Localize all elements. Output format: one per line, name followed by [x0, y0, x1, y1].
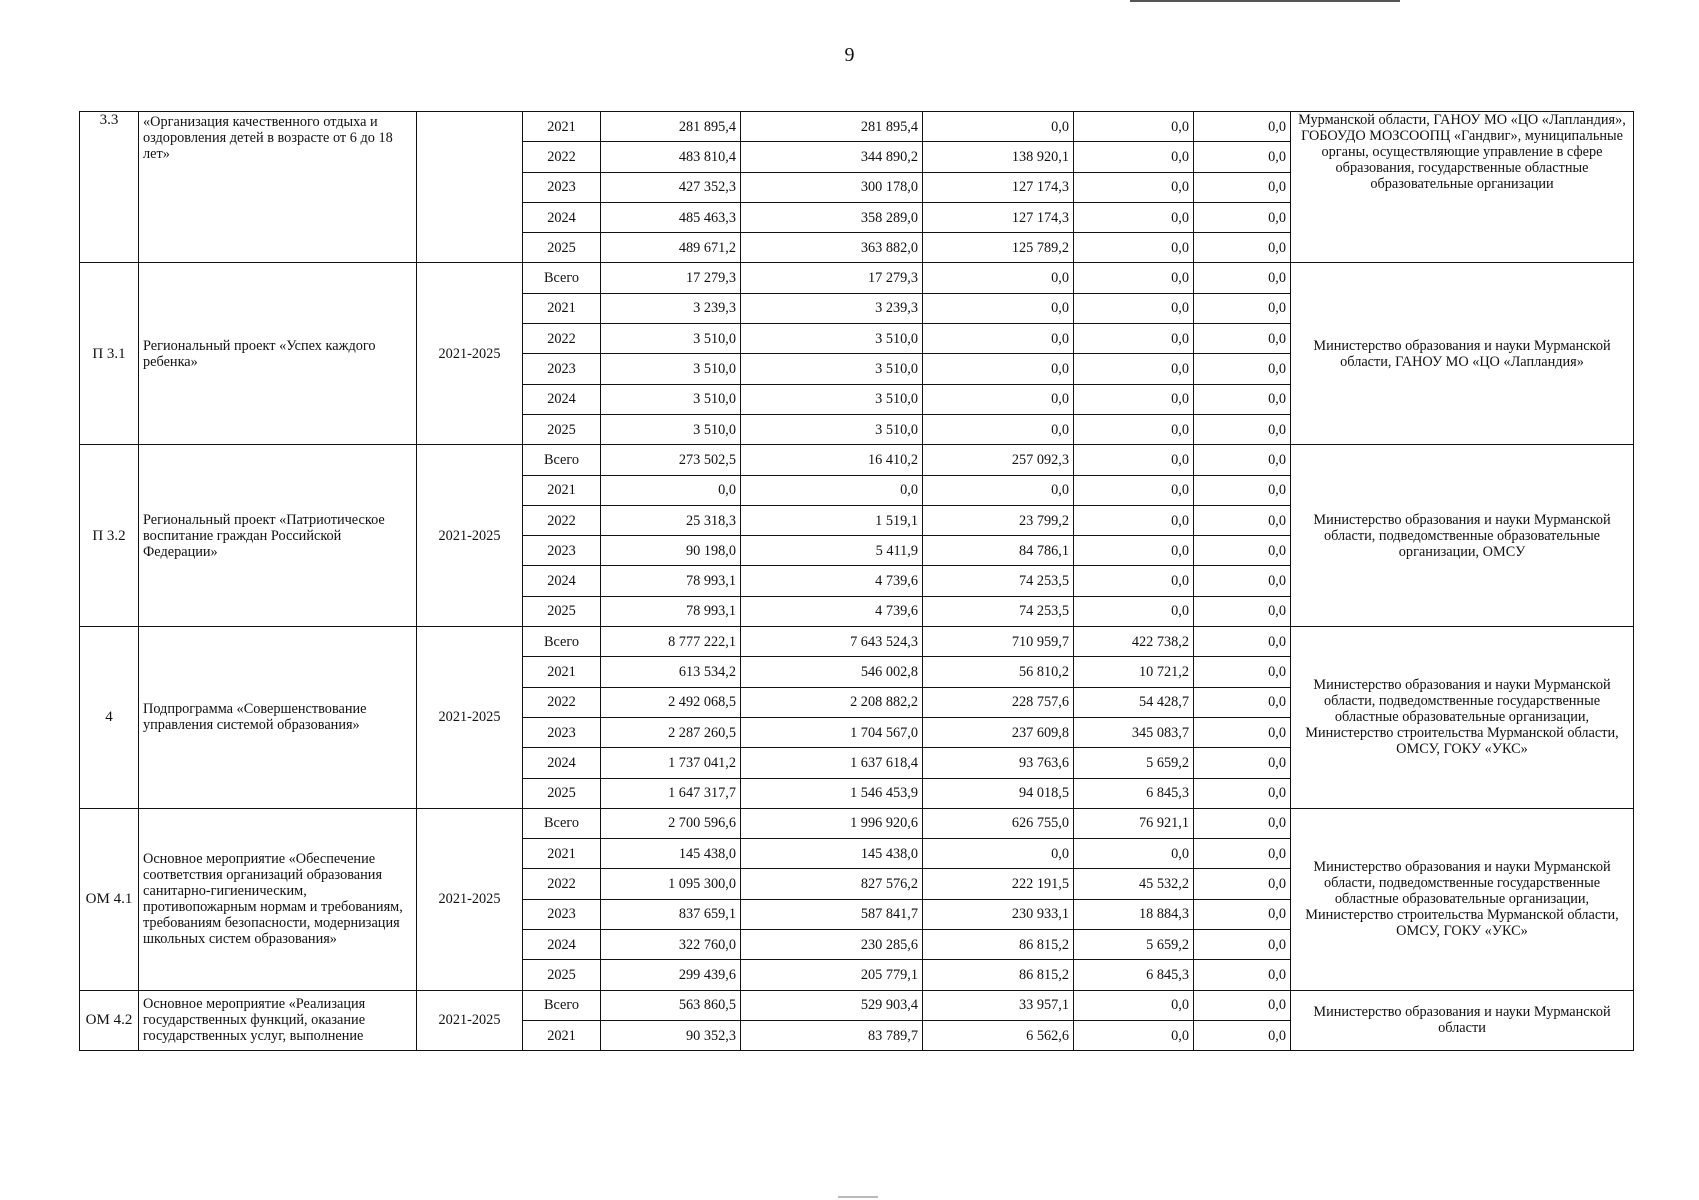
cell-regional: 1 637 618,4	[741, 748, 923, 778]
cell-total: 299 439,6	[601, 960, 741, 990]
cell-regional: 5 411,9	[741, 536, 923, 566]
cell-extrabudget: 0,0	[1194, 202, 1291, 232]
cell-regional: 3 510,0	[741, 354, 923, 384]
executors: Министерство образования и науки Мурманской области, ГАНОУ МО «ЦО «Лапландия»	[1291, 263, 1634, 445]
cell-extrabudget: 0,0	[1194, 293, 1291, 323]
cell-regional: 546 002,8	[741, 657, 923, 687]
period: 2021-2025	[417, 263, 523, 445]
row-number: П 3.1	[80, 263, 139, 445]
measure-name: Региональный проект «Патриотическое воспитание граждан Российской Федерации»	[139, 445, 417, 627]
cell-municipal: 6 845,3	[1074, 960, 1194, 990]
cell-extrabudget: 0,0	[1194, 414, 1291, 444]
cell-extrabudget: 0,0	[1194, 354, 1291, 384]
cell-year: 2022	[523, 142, 601, 172]
cell-municipal: 0,0	[1074, 505, 1194, 535]
cell-total: 322 760,0	[601, 930, 741, 960]
cell-municipal: 0,0	[1074, 596, 1194, 626]
cell-year: 2021	[523, 112, 601, 142]
cell-municipal: 0,0	[1074, 172, 1194, 202]
scan-artifact	[838, 1196, 878, 1198]
cell-regional: 1 546 453,9	[741, 778, 923, 808]
cell-federal: 237 609,8	[923, 717, 1074, 747]
cell-regional: 529 903,4	[741, 990, 923, 1020]
executors: Министерство образования и науки Мурманской области, подведомственные образовательные организации, ОМСУ	[1291, 445, 1634, 627]
cell-federal: 257 092,3	[923, 445, 1074, 475]
cell-extrabudget: 0,0	[1194, 748, 1291, 778]
cell-regional: 16 410,2	[741, 445, 923, 475]
cell-federal: 626 755,0	[923, 808, 1074, 838]
cell-extrabudget: 0,0	[1194, 899, 1291, 929]
cell-year: 2025	[523, 596, 601, 626]
row-number: 3.3	[80, 112, 139, 263]
cell-municipal: 0,0	[1074, 202, 1194, 232]
cell-extrabudget: 0,0	[1194, 566, 1291, 596]
cell-federal: 33 957,1	[923, 990, 1074, 1020]
measure-name: Основное мероприятие «Реализация государственных функций, оказание государственных услуг, выполнение	[139, 990, 417, 1051]
measure-name: Основное мероприятие «Обеспечение соответствия организаций образования санитарно-гигиеническим, противопожарным нормам и требованиям, требованиям безопасности, модернизация школьных систем образования»	[139, 808, 417, 990]
table-row	[80, 112, 1634, 142]
top-rule	[1130, 0, 1400, 2]
cell-year: 2021	[523, 657, 601, 687]
cell-extrabudget: 0,0	[1194, 172, 1291, 202]
cell-year: 2025	[523, 414, 601, 444]
cell-regional: 83 789,7	[741, 1020, 923, 1050]
cell-year: 2025	[523, 778, 601, 808]
table-row	[80, 263, 1634, 293]
cell-federal: 0,0	[923, 293, 1074, 323]
cell-extrabudget: 0,0	[1194, 657, 1291, 687]
cell-extrabudget: 0,0	[1194, 930, 1291, 960]
cell-total: 3 510,0	[601, 324, 741, 354]
row-number: ОМ 4.2	[80, 990, 139, 1051]
cell-extrabudget: 0,0	[1194, 475, 1291, 505]
cell-municipal: 54 428,7	[1074, 687, 1194, 717]
period: 2021-2025	[417, 990, 523, 1051]
cell-regional: 358 289,0	[741, 202, 923, 232]
cell-total: 2 287 260,5	[601, 717, 741, 747]
cell-regional: 2 208 882,2	[741, 687, 923, 717]
cell-extrabudget: 0,0	[1194, 536, 1291, 566]
cell-year: 2022	[523, 505, 601, 535]
cell-regional: 587 841,7	[741, 899, 923, 929]
cell-municipal: 0,0	[1074, 414, 1194, 444]
cell-total: 2 492 068,5	[601, 687, 741, 717]
executors: Мурманской области, ГАНОУ МО «ЦО «Лапландия», ГОБОУДО МОЗСООПЦ «Гандвиг», муниципальные органы, осуществляющие управление в сфере образования, государственные областные образовательные организации	[1291, 112, 1634, 263]
cell-municipal: 0,0	[1074, 293, 1194, 323]
cell-regional: 205 779,1	[741, 960, 923, 990]
cell-extrabudget: 0,0	[1194, 505, 1291, 535]
cell-extrabudget: 0,0	[1194, 717, 1291, 747]
cell-federal: 125 789,2	[923, 233, 1074, 263]
cell-year: Всего	[523, 627, 601, 657]
cell-regional: 0,0	[741, 475, 923, 505]
cell-municipal: 0,0	[1074, 324, 1194, 354]
cell-total: 1 737 041,2	[601, 748, 741, 778]
cell-regional: 300 178,0	[741, 172, 923, 202]
cell-total: 485 463,3	[601, 202, 741, 232]
cell-regional: 17 279,3	[741, 263, 923, 293]
cell-total: 1 647 317,7	[601, 778, 741, 808]
cell-federal: 0,0	[923, 414, 1074, 444]
cell-municipal: 0,0	[1074, 142, 1194, 172]
cell-total: 3 510,0	[601, 384, 741, 414]
period	[417, 112, 523, 263]
cell-regional: 827 576,2	[741, 869, 923, 899]
cell-total: 0,0	[601, 475, 741, 505]
cell-federal: 74 253,5	[923, 566, 1074, 596]
cell-municipal: 0,0	[1074, 475, 1194, 505]
cell-federal: 222 191,5	[923, 869, 1074, 899]
cell-total: 489 671,2	[601, 233, 741, 263]
cell-municipal: 0,0	[1074, 112, 1194, 142]
cell-municipal: 0,0	[1074, 839, 1194, 869]
cell-total: 2 700 596,6	[601, 808, 741, 838]
cell-regional: 281 895,4	[741, 112, 923, 142]
cell-total: 273 502,5	[601, 445, 741, 475]
row-number: ОМ 4.1	[80, 808, 139, 990]
cell-total: 78 993,1	[601, 596, 741, 626]
cell-extrabudget: 0,0	[1194, 687, 1291, 717]
cell-federal: 0,0	[923, 324, 1074, 354]
cell-year: 2024	[523, 930, 601, 960]
row-number: П 3.2	[80, 445, 139, 627]
cell-extrabudget: 0,0	[1194, 808, 1291, 838]
cell-federal: 6 562,6	[923, 1020, 1074, 1050]
cell-federal: 74 253,5	[923, 596, 1074, 626]
cell-extrabudget: 0,0	[1194, 233, 1291, 263]
cell-municipal: 0,0	[1074, 384, 1194, 414]
cell-regional: 4 739,6	[741, 596, 923, 626]
cell-federal: 127 174,3	[923, 202, 1074, 232]
cell-total: 25 318,3	[601, 505, 741, 535]
cell-federal: 138 920,1	[923, 142, 1074, 172]
cell-year: 2025	[523, 960, 601, 990]
cell-regional: 145 438,0	[741, 839, 923, 869]
cell-extrabudget: 0,0	[1194, 960, 1291, 990]
cell-extrabudget: 0,0	[1194, 778, 1291, 808]
cell-total: 90 198,0	[601, 536, 741, 566]
cell-total: 563 860,5	[601, 990, 741, 1020]
cell-total: 8 777 222,1	[601, 627, 741, 657]
cell-regional: 1 704 567,0	[741, 717, 923, 747]
cell-year: 2024	[523, 566, 601, 596]
executors: Министерство образования и науки Мурманской области	[1291, 990, 1634, 1051]
cell-total: 427 352,3	[601, 172, 741, 202]
cell-year: 2025	[523, 233, 601, 263]
cell-year: 2023	[523, 717, 601, 747]
cell-municipal: 0,0	[1074, 233, 1194, 263]
executors: Министерство образования и науки Мурманской области, подведомственные государственные областные образовательные организации, Министерство строительства Мурманской области, ОМСУ, ГОКУ «УКС»	[1291, 808, 1634, 990]
cell-regional: 3 510,0	[741, 384, 923, 414]
cell-federal: 230 933,1	[923, 899, 1074, 929]
cell-municipal: 5 659,2	[1074, 930, 1194, 960]
funding-table	[79, 111, 1634, 1051]
cell-total: 3 510,0	[601, 354, 741, 384]
cell-municipal: 76 921,1	[1074, 808, 1194, 838]
table-row	[80, 990, 1634, 1020]
period: 2021-2025	[417, 627, 523, 809]
cell-year: 2024	[523, 202, 601, 232]
cell-year: 2024	[523, 748, 601, 778]
cell-federal: 710 959,7	[923, 627, 1074, 657]
cell-regional: 1 519,1	[741, 505, 923, 535]
executors: Министерство образования и науки Мурманской области, подведомственные государственные областные образовательные организации, Министерство строительства Мурманской области, ОМСУ, ГОКУ «УКС»	[1291, 627, 1634, 809]
cell-federal: 0,0	[923, 839, 1074, 869]
table-row	[80, 627, 1634, 657]
cell-federal: 86 815,2	[923, 930, 1074, 960]
cell-extrabudget: 0,0	[1194, 596, 1291, 626]
cell-regional: 363 882,0	[741, 233, 923, 263]
cell-year: 2021	[523, 839, 601, 869]
cell-total: 3 510,0	[601, 414, 741, 444]
cell-federal: 86 815,2	[923, 960, 1074, 990]
cell-total: 145 438,0	[601, 839, 741, 869]
cell-total: 78 993,1	[601, 566, 741, 596]
cell-total: 483 810,4	[601, 142, 741, 172]
period: 2021-2025	[417, 808, 523, 990]
cell-total: 281 895,4	[601, 112, 741, 142]
cell-year: 2022	[523, 869, 601, 899]
cell-regional: 230 285,6	[741, 930, 923, 960]
cell-regional: 1 996 920,6	[741, 808, 923, 838]
cell-federal: 93 763,6	[923, 748, 1074, 778]
cell-year: Всего	[523, 445, 601, 475]
cell-federal: 56 810,2	[923, 657, 1074, 687]
cell-municipal: 18 884,3	[1074, 899, 1194, 929]
cell-extrabudget: 0,0	[1194, 1020, 1291, 1050]
cell-year: 2022	[523, 324, 601, 354]
cell-federal: 228 757,6	[923, 687, 1074, 717]
cell-year: 2023	[523, 536, 601, 566]
cell-total: 17 279,3	[601, 263, 741, 293]
cell-total: 1 095 300,0	[601, 869, 741, 899]
page-number: 9	[844, 44, 855, 66]
period: 2021-2025	[417, 445, 523, 627]
cell-regional: 3 239,3	[741, 293, 923, 323]
cell-municipal: 0,0	[1074, 263, 1194, 293]
cell-year: 2023	[523, 354, 601, 384]
cell-municipal: 0,0	[1074, 566, 1194, 596]
measure-name: «Организация качественного отдыха и оздоровления детей в возрасте от 6 до 18 лет»	[139, 112, 417, 263]
cell-federal: 0,0	[923, 263, 1074, 293]
cell-municipal: 45 532,2	[1074, 869, 1194, 899]
cell-year: 2022	[523, 687, 601, 717]
row-number: 4	[80, 627, 139, 809]
cell-year: 2021	[523, 293, 601, 323]
cell-federal: 94 018,5	[923, 778, 1074, 808]
cell-year: 2023	[523, 899, 601, 929]
cell-municipal: 0,0	[1074, 990, 1194, 1020]
cell-extrabudget: 0,0	[1194, 384, 1291, 414]
cell-total: 837 659,1	[601, 899, 741, 929]
cell-extrabudget: 0,0	[1194, 869, 1291, 899]
cell-municipal: 6 845,3	[1074, 778, 1194, 808]
cell-extrabudget: 0,0	[1194, 839, 1291, 869]
cell-regional: 4 739,6	[741, 566, 923, 596]
table-row	[80, 445, 1634, 475]
cell-extrabudget: 0,0	[1194, 142, 1291, 172]
cell-year: Всего	[523, 808, 601, 838]
cell-municipal: 0,0	[1074, 1020, 1194, 1050]
cell-regional: 344 890,2	[741, 142, 923, 172]
cell-federal: 84 786,1	[923, 536, 1074, 566]
cell-municipal: 422 738,2	[1074, 627, 1194, 657]
cell-total: 90 352,3	[601, 1020, 741, 1050]
cell-federal: 0,0	[923, 475, 1074, 505]
cell-year: 2023	[523, 172, 601, 202]
cell-municipal: 10 721,2	[1074, 657, 1194, 687]
cell-regional: 7 643 524,3	[741, 627, 923, 657]
table-row	[80, 808, 1634, 838]
cell-extrabudget: 0,0	[1194, 445, 1291, 475]
cell-total: 613 534,2	[601, 657, 741, 687]
table-body	[80, 112, 1634, 1051]
cell-municipal: 0,0	[1074, 536, 1194, 566]
measure-name: Региональный проект «Успех каждого ребенка»	[139, 263, 417, 445]
cell-year: Всего	[523, 990, 601, 1020]
cell-year: 2021	[523, 1020, 601, 1050]
cell-federal: 23 799,2	[923, 505, 1074, 535]
cell-year: 2021	[523, 475, 601, 505]
cell-extrabudget: 0,0	[1194, 112, 1291, 142]
measure-name: Подпрограмма «Совершенствование управления системой образования»	[139, 627, 417, 809]
cell-municipal: 345 083,7	[1074, 717, 1194, 747]
cell-municipal: 0,0	[1074, 354, 1194, 384]
cell-year: 2024	[523, 384, 601, 414]
cell-federal: 0,0	[923, 384, 1074, 414]
cell-regional: 3 510,0	[741, 324, 923, 354]
cell-federal: 0,0	[923, 112, 1074, 142]
cell-municipal: 0,0	[1074, 445, 1194, 475]
cell-extrabudget: 0,0	[1194, 324, 1291, 354]
cell-extrabudget: 0,0	[1194, 627, 1291, 657]
cell-total: 3 239,3	[601, 293, 741, 323]
cell-extrabudget: 0,0	[1194, 263, 1291, 293]
cell-regional: 3 510,0	[741, 414, 923, 444]
cell-federal: 0,0	[923, 354, 1074, 384]
cell-federal: 127 174,3	[923, 172, 1074, 202]
cell-year: Всего	[523, 263, 601, 293]
cell-municipal: 5 659,2	[1074, 748, 1194, 778]
cell-extrabudget: 0,0	[1194, 990, 1291, 1020]
